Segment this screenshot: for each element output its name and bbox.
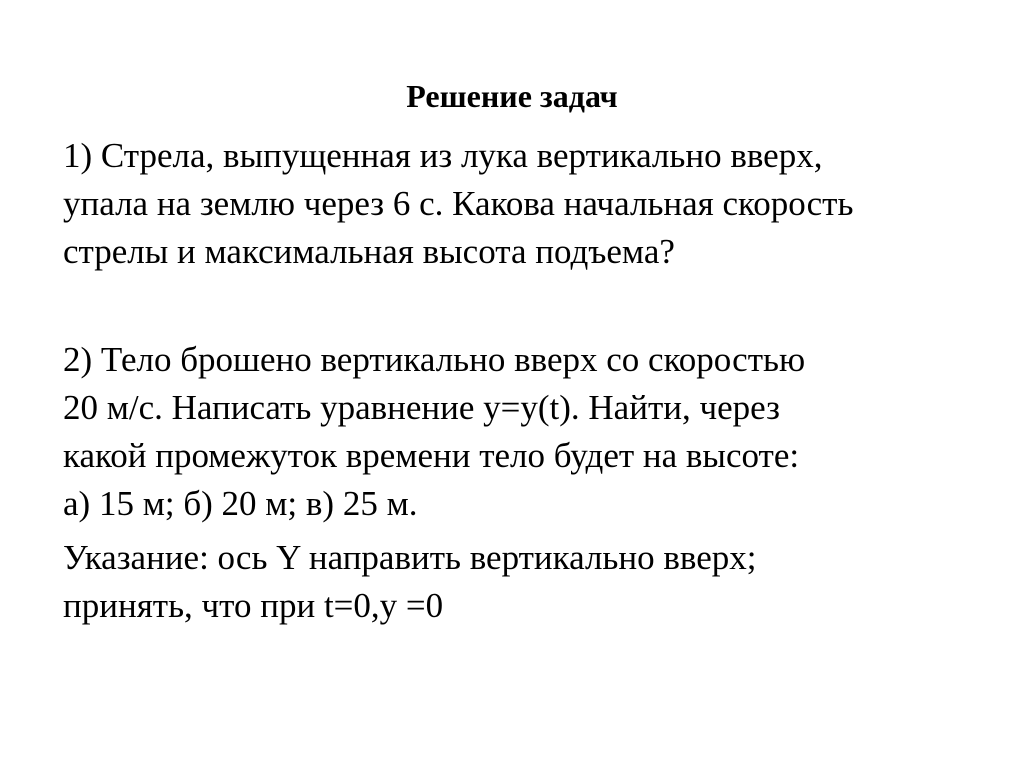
problem-2-line: а) 15 м; б) 20 м; в) 25 м. [63, 484, 418, 523]
hint-line: Указание: ось Y направить вертикально вверх; [63, 538, 757, 577]
problem-1-line: стрелы и максимальная высота подъема? [63, 232, 675, 271]
problem-1 [63, 132, 983, 276]
slide-title: Решение задач [406, 78, 618, 114]
problem-2 [63, 336, 983, 528]
hint-line: принять, что при t=0,y =0 [63, 586, 444, 625]
problem-2-line: 20 м/с. Написать уравнение y=y(t). Найти, через [63, 388, 780, 427]
hint [63, 534, 983, 630]
problem-2-line: 2) Тело брошено вертикально вверх со скоростью [63, 340, 806, 379]
problem-2-line: какой промежуток времени тело будет на высоте: [63, 436, 800, 475]
problem-1-line: упала на землю через 6 с. Какова начальная скорость [63, 184, 854, 223]
problem-1-line: 1) Стрела, выпущенная из лука вертикально вверх, [63, 136, 823, 175]
